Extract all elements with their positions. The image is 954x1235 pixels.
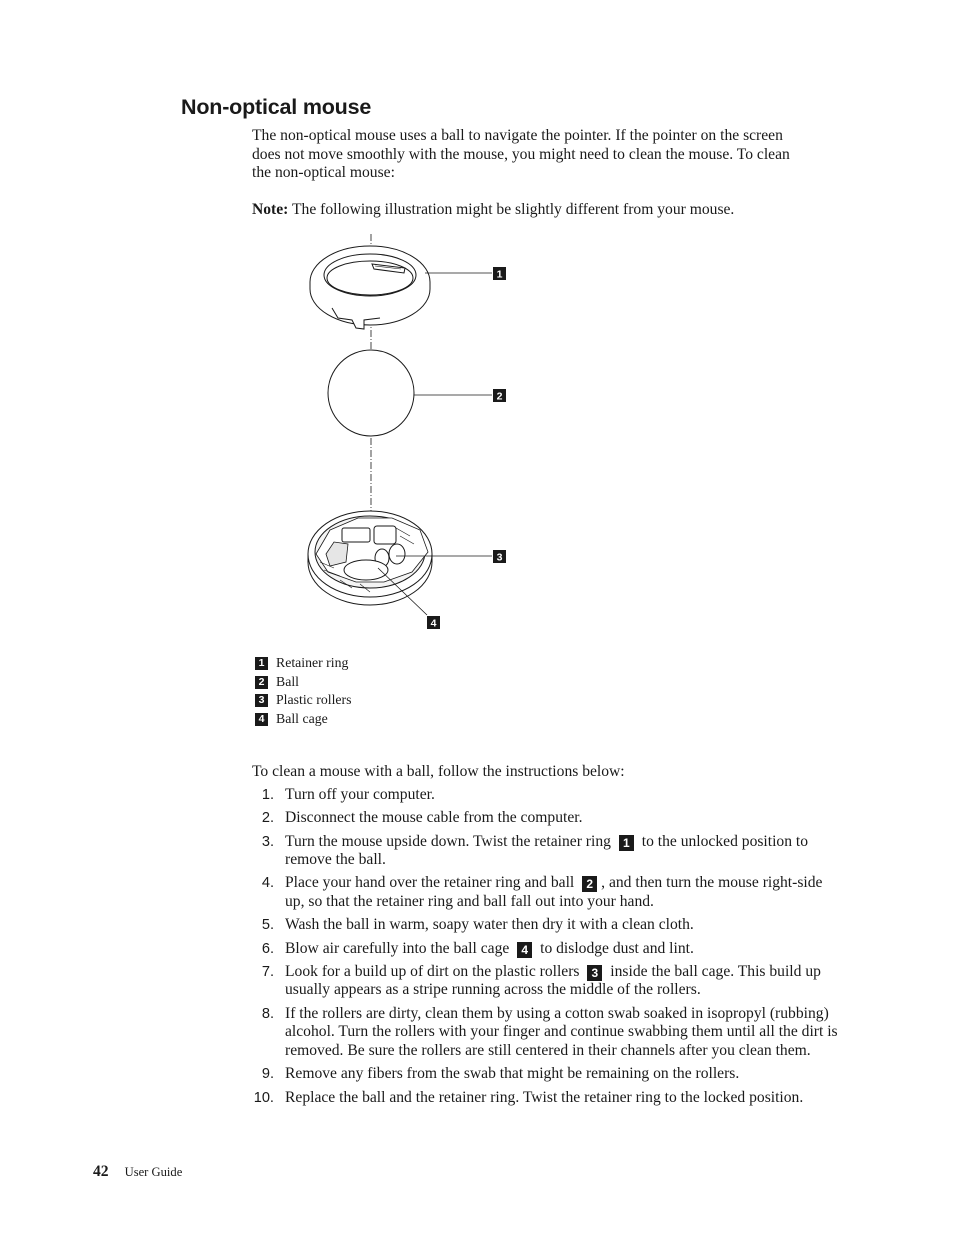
step-text-after: , and then turn the mouse right-side up, so that the retainer ring and ball fall out into your hand. <box>285 874 823 911</box>
section-heading: Non-optical mouse <box>181 95 372 119</box>
legend-callout: 2 <box>255 676 268 689</box>
step-number: 7. <box>261 963 274 980</box>
step-item <box>252 1005 842 1061</box>
step-item <box>252 874 842 911</box>
step-callout: 4 <box>517 942 532 958</box>
step-callout: 3 <box>587 965 602 981</box>
step-callout: 2 <box>582 876 597 892</box>
footer-title: User Guide <box>124 1165 183 1179</box>
step-number: 1. <box>261 787 274 803</box>
figure-callout-2-label: 2 <box>496 390 503 403</box>
step-item <box>252 786 842 805</box>
step-text: Disconnect the mouse cable from the computer. <box>285 809 583 827</box>
legend-item <box>255 691 352 710</box>
legend-item <box>255 654 352 673</box>
step-callout: 1 <box>619 835 634 851</box>
step-number: 5. <box>261 917 274 934</box>
legend-label: Ball <box>276 673 299 689</box>
step-text-after: to dislodge dust and lint. <box>540 939 694 957</box>
step-text: Remove any fibers from the swab that might be remaining on the rollers. <box>285 1065 740 1083</box>
legend-callout: 3 <box>255 694 268 707</box>
step-text-after: inside the ball cage. This build up usually appears as a stripe running across the middle of the rollers. <box>285 962 821 999</box>
step-number: 6. <box>261 940 274 957</box>
steps-intro: To clean a mouse with a ball, follow the instructions below: <box>252 763 625 780</box>
legend-label: Ball cage <box>276 710 328 726</box>
page-number: 42 <box>93 1163 109 1180</box>
step-text: Wash the ball in warm, soapy water then dry it with a clean cloth. <box>285 916 694 934</box>
step-item <box>252 833 842 870</box>
step-text: Look for a build up of dirt on the plastic rollers <box>285 962 580 980</box>
intro-paragraph: The non-optical mouse uses a ball to navigate the pointer. If the pointer on the screen does not move smoothly with the mouse, you might need to clean the mouse. To clean the non-optical mouse: <box>252 127 790 182</box>
mouse-ball-illustration <box>300 232 530 637</box>
figure-callout-4 <box>427 616 440 630</box>
legend-label: Retainer ring <box>276 655 349 670</box>
figure-callout-2 <box>493 389 506 403</box>
step-number: 10. <box>253 1089 274 1106</box>
step-text: Place your hand over the retainer ring and ball <box>285 874 575 892</box>
figure-callout-3 <box>493 550 506 564</box>
step-text-after: to the unlocked position to remove the ball. <box>285 832 809 869</box>
step-item <box>252 940 842 959</box>
step-number: 8. <box>261 1005 274 1022</box>
step-text: Turn off your computer. <box>285 786 435 803</box>
legend-label: Plastic rollers <box>276 692 352 708</box>
figure-callout-1 <box>493 267 506 281</box>
step-text: Turn the mouse upside down. Twist the retainer ring <box>285 832 611 850</box>
step-item <box>252 916 842 935</box>
step-text: Blow air carefully into the ball cage <box>285 939 510 957</box>
figure-callout-1-label: 1 <box>496 268 503 281</box>
figure-callout-3-label: 3 <box>496 551 503 564</box>
step-number: 9. <box>261 1066 274 1083</box>
ball-drawing <box>328 350 414 436</box>
legend-item <box>255 673 352 692</box>
step-text: Replace the ball and the retainer ring. Twist the retainer ring to the locked position. <box>285 1088 804 1106</box>
note-label: Note: <box>252 201 289 218</box>
step-text: If the rollers are dirty, clean them by using a cotton swab soaked in isopropyl (rubbing) alcohol. Turn the rollers with your finger and continue swabbing them until all the dirt is removed. Be sure the rollers are still centered in their channels after you clean them. <box>285 1004 838 1059</box>
step-number: 4. <box>261 875 274 892</box>
note-text: The following illustration might be slightly different from your mouse. <box>292 201 735 218</box>
step-item <box>252 809 842 828</box>
legend-item <box>255 710 352 729</box>
step-item <box>252 1089 842 1108</box>
step-number: 2. <box>261 810 274 827</box>
step-item <box>252 1065 842 1084</box>
legend-callout: 1 <box>255 657 268 670</box>
figure-legend <box>255 654 352 728</box>
step-item <box>252 963 842 1000</box>
cleaning-steps-list <box>252 786 842 1112</box>
legend-callout: 4 <box>255 713 268 726</box>
page-footer <box>93 1163 182 1181</box>
step-number: 3. <box>261 833 274 850</box>
retainer-ring-drawing <box>310 246 430 329</box>
note-paragraph <box>252 201 842 220</box>
ball-cage-drawing <box>308 511 432 605</box>
figure-callout-4-label: 4 <box>430 617 437 630</box>
